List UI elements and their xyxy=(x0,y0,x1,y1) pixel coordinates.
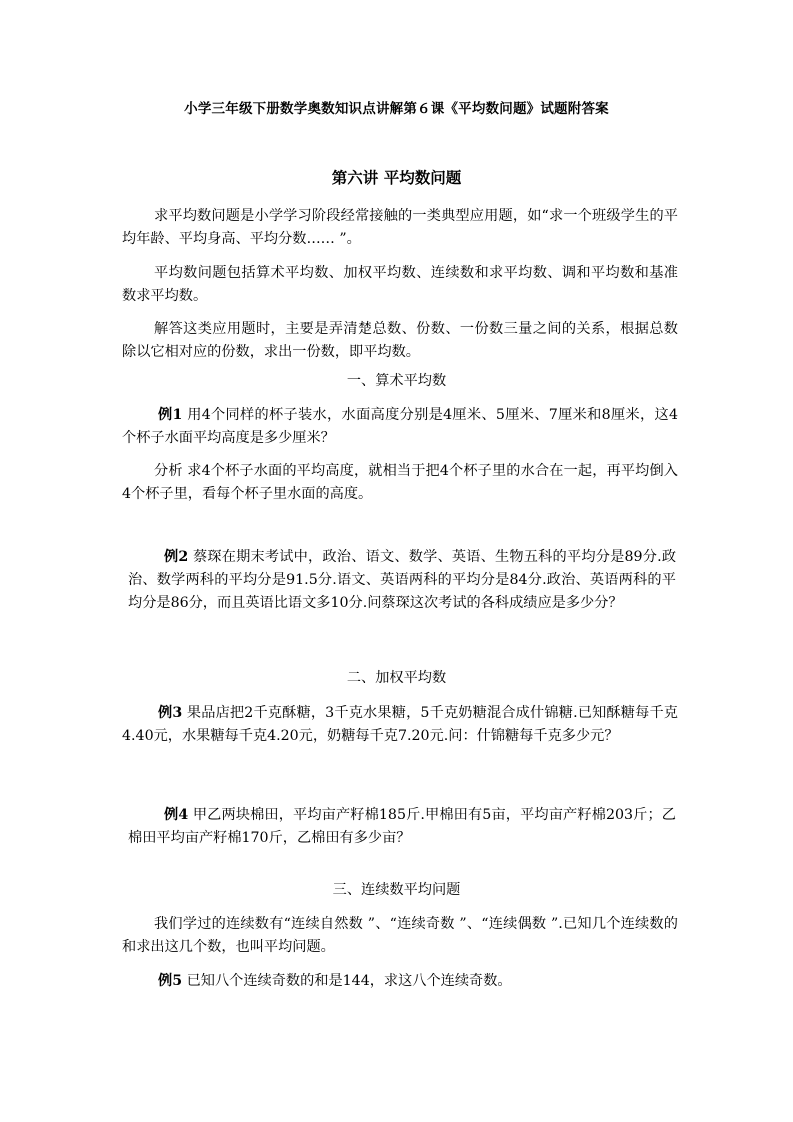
example-4-text: 甲乙两块棉田，平均亩产籽棉185斤.甲棉田有5亩，平均亩产籽棉203斤；乙棉田平均亩产籽棉170斤，乙棉田有多少亩？ xyxy=(128,807,676,846)
example-1-text: 用4个同样的杯子装水，水面高度分别是4厘米、5厘米、7厘米和8厘米，这4个杯子水面平均高度是多少厘米？ xyxy=(122,407,678,446)
intro-paragraph-2: 平均数问题包括算术平均数、加权平均数、连续数和求平均数、调和平均数和基准数求平均数。 xyxy=(122,265,678,304)
example-4-label: 例4 xyxy=(164,807,189,823)
example-5-text: 已知八个连续奇数的和是144，求这八个连续奇数。 xyxy=(182,973,512,989)
example-1-label: 例1 xyxy=(158,407,183,423)
example-1-analysis: 分析 求4个杯子水面的平均高度，就相当于把4个杯子里的水合在一起，再平均倒入4个杯子里，看每个杯子里水面的高度。 xyxy=(122,463,678,502)
intro-paragraph-3: 解答这类应用题时，主要是弄清楚总数、份数、一份数三量之间的关系，根据总数除以它相对应的份数，求出一份数，即平均数。 xyxy=(122,321,678,360)
intro-paragraph-1: 求平均数问题是小学学习阶段经常接触的一类典型应用题，如“求一个班级学生的平均年龄、平均身高、平均分数…… ”。 xyxy=(122,208,678,247)
example-5 xyxy=(122,970,678,993)
consecutive-numbers-intro: 我们学过的连续数有“连续自然数 ”、“连续奇数 ”、“连续偶数 ”.已知几个连续数的和求出这几个数，也叫平均问题。 xyxy=(122,916,678,955)
lecture-title: 第六讲 平均数问题 xyxy=(331,168,462,187)
example-3 xyxy=(122,702,678,748)
section-heading-consecutive-numbers: 三、连续数平均问题 xyxy=(332,882,461,898)
example-2-text: 蔡琛在期末考试中，政治、语文、数学、英语、生物五科的平均分是89分.政治、数学两科的平均分是91.5分.语文、英语两科的平均分是84分.政治、英语两科的平均分是86分，而且英语比语文多10分.问蔡琛这次考试的各科成绩应是多少分？ xyxy=(128,549,677,611)
example-2 xyxy=(128,546,676,615)
example-1 xyxy=(122,404,678,450)
document-title: 小学三年级下册数学奥数知识点讲解第６课《平均数问题》试题附答案 xyxy=(184,101,609,117)
example-3-label: 例3 xyxy=(158,705,183,721)
section-heading-weighted-mean: 二、加权平均数 xyxy=(346,670,447,686)
example-3-text: 果品店把2千克酥糖，3千克水果糖，5千克奶糖混合成什锦糖.已知酥糖每千克4.40元，水果糖每千克4.20元，奶糖每千克7.20元.问：什锦糖每千克多少元？ xyxy=(122,705,678,744)
section-heading-arithmetic-mean: 一、算术平均数 xyxy=(346,373,447,389)
example-4 xyxy=(128,804,676,850)
example-2-label: 例2 xyxy=(164,549,189,565)
example-5-label: 例5 xyxy=(158,973,183,989)
